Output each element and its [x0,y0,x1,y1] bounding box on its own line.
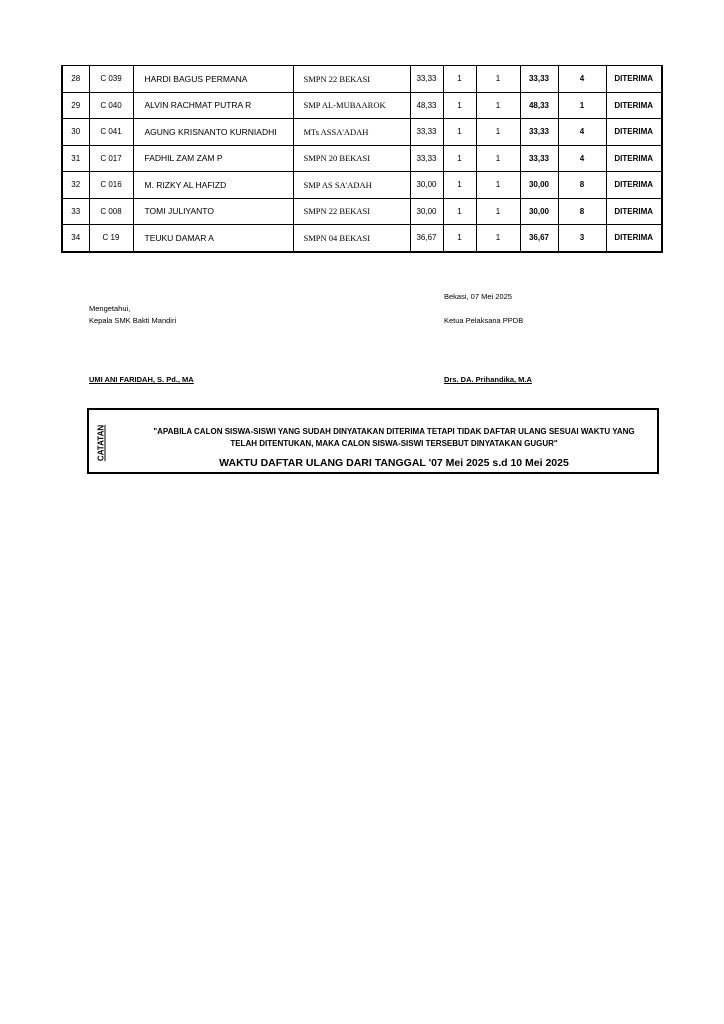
rank-cell: 4 [558,119,606,146]
criteria-1-cell: 1 [443,172,476,199]
committee-chair-name: Drs. DA. Prihandika, M.A [444,375,532,384]
score-cell: 33,33 [410,66,443,93]
row-number-cell: 30 [62,119,89,146]
admission-status-cell: DITERIMA [606,172,662,199]
origin-school-cell: SMPN 22 BEKASI [293,198,410,225]
note-line-1: "APABILA CALON SISWA-SISWI YANG SUDAH DINYATAKAN DITERIMA TETAPI TIDAK DAFTAR ULANG SESUAI WAKTU YANG [153,427,635,436]
table-row [62,119,662,146]
note-text [129,426,659,450]
origin-school-cell: MTs ASSA'ADAH [293,119,410,146]
table-row [62,66,662,93]
row-number-cell: 29 [62,92,89,119]
score-cell: 33,33 [410,119,443,146]
registration-code-cell: C 19 [89,225,133,252]
row-number-cell: 33 [62,198,89,225]
criteria-1-cell: 1 [443,225,476,252]
table-row [62,225,662,252]
score-cell: 36,67 [410,225,443,252]
origin-school-cell: SMP AS SA'ADAH [293,172,410,199]
score-cell: 30,00 [410,198,443,225]
total-score-cell: 33,33 [520,66,558,93]
admission-status-cell: DITERIMA [606,92,662,119]
note-label: CATATAN [96,424,106,462]
origin-school-cell: SMP AL-MUBAAROK [293,92,410,119]
criteria-1-cell: 1 [443,145,476,172]
total-score-cell: 48,33 [520,92,558,119]
total-score-cell: 33,33 [520,145,558,172]
criteria-2-cell: 1 [476,198,520,225]
rank-cell: 4 [558,66,606,93]
registration-code-cell: C 017 [89,145,133,172]
results-table [61,65,663,253]
student-name-cell: HARDI BAGUS PERMANA [133,66,293,93]
student-name-cell: ALVIN RACHMAT PUTRA R [133,92,293,119]
registration-code-cell: C 039 [89,66,133,93]
student-name-cell: FADHIL ZAM ZAM P [133,145,293,172]
row-number-cell: 31 [62,145,89,172]
total-score-cell: 33,33 [520,119,558,146]
student-name-cell: AGUNG KRISNANTO KURNIADHI [133,119,293,146]
student-name-cell: M. RIZKY AL HAFIZD [133,172,293,199]
criteria-1-cell: 1 [443,198,476,225]
table-row [62,172,662,199]
re-registration-deadline: WAKTU DAFTAR ULANG DARI TANGGAL '07 Mei 2025 s.d 10 Mei 2025 [219,457,569,469]
criteria-1-cell: 1 [443,119,476,146]
admission-status-cell: DITERIMA [606,198,662,225]
criteria-2-cell: 1 [476,66,520,93]
student-name-cell: TOMI JULIYANTO [133,198,293,225]
origin-school-cell: SMPN 20 BEKASI [293,145,410,172]
principal-name: UMI ANI FARIDAH, S. Pd., MA [89,375,194,384]
total-score-cell: 30,00 [520,198,558,225]
table-row [62,92,662,119]
rank-cell: 4 [558,145,606,172]
criteria-2-cell: 1 [476,119,520,146]
total-score-cell: 30,00 [520,172,558,199]
row-number-cell: 28 [62,66,89,93]
criteria-2-cell: 1 [476,92,520,119]
results-table-body [62,66,662,252]
criteria-2-cell: 1 [476,225,520,252]
score-cell: 33,33 [410,145,443,172]
principal-title: Kepala SMK Bakti Mandiri [89,316,177,325]
rank-cell: 3 [558,225,606,252]
table-row [62,198,662,225]
committee-chair-title: Ketua Pelaksana PPDB [444,316,524,325]
criteria-2-cell: 1 [476,172,520,199]
registration-code-cell: C 041 [89,119,133,146]
score-cell: 30,00 [410,172,443,199]
total-score-cell: 36,67 [520,225,558,252]
note-line-2: TELAH DITENTUKAN, MAKA CALON SISWA-SISWI TERSEBUT DINYATAKAN GUGUR" [230,439,558,448]
origin-school-cell: SMPN 22 BEKASI [293,66,410,93]
score-cell: 48,33 [410,92,443,119]
criteria-2-cell: 1 [476,145,520,172]
registration-code-cell: C 040 [89,92,133,119]
rank-cell: 1 [558,92,606,119]
criteria-1-cell: 1 [443,66,476,93]
registration-code-cell: C 008 [89,198,133,225]
rank-cell: 8 [558,198,606,225]
rank-cell: 8 [558,172,606,199]
table-row [62,145,662,172]
admission-status-cell: DITERIMA [606,145,662,172]
admission-status-cell: DITERIMA [606,66,662,93]
student-name-cell: TEUKU DAMAR A [133,225,293,252]
admission-status-cell: DITERIMA [606,119,662,146]
note-box [87,408,659,474]
registration-code-cell: C 016 [89,172,133,199]
acknowledged-label: Mengetahui, [89,304,131,313]
row-number-cell: 34 [62,225,89,252]
admission-status-cell: DITERIMA [606,225,662,252]
place-date: Bekasi, 07 Mei 2025 [444,292,512,301]
row-number-cell: 32 [62,172,89,199]
criteria-1-cell: 1 [443,92,476,119]
origin-school-cell: SMPN 04 BEKASI [293,225,410,252]
